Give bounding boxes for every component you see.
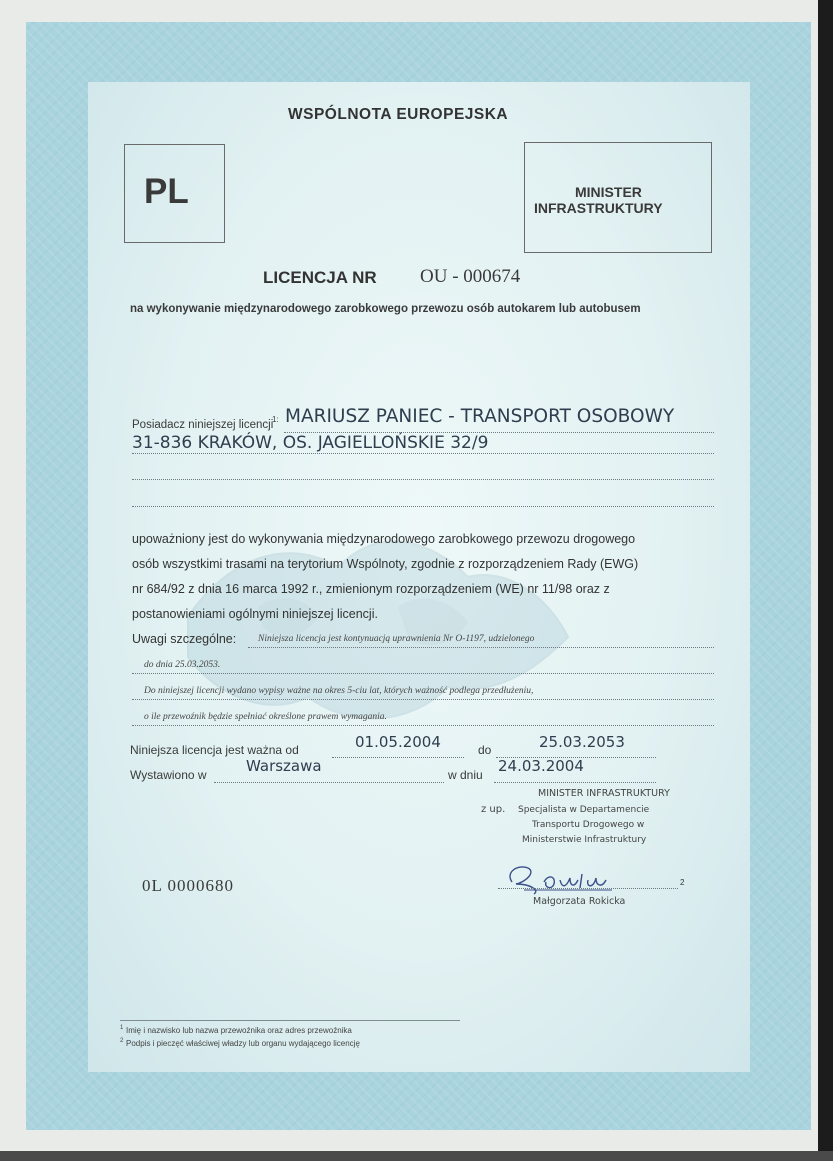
validity-from-date: 01.05.2004 [355, 733, 441, 751]
remarks-line4-field [132, 725, 714, 726]
issued-date: 24.03.2004 [498, 757, 584, 775]
footnote-mark: 1 [120, 1025, 124, 1031]
footnote-text: Imię i nazwisko lub nazwa przewoźnika oraz adres przewoźnika [126, 1026, 352, 1035]
signatory-name: Małgorzata Rokicka [533, 896, 626, 907]
issued-place-label: Wystawiono w [130, 768, 207, 782]
remarks-text-line1: Niniejsza licencja jest kontynuacją uprawnienia Nr O-1197, udzielonego [258, 634, 535, 644]
signature-footnote-ref: 2 [680, 878, 685, 887]
issued-date-field [494, 782, 656, 783]
background-edge-right [818, 0, 833, 1161]
remarks-label: Uwagi szczególne: [132, 632, 237, 646]
remarks-text-line2: do dnia 25.03.2053. [144, 660, 221, 670]
footnote-mark: 2 [120, 1038, 124, 1044]
license-title: LICENCJA NR [263, 268, 377, 287]
holder-line3-field [132, 479, 714, 480]
footnote-text: Podpis i pieczęć właściwej władzy lub organu wydającego licencję [126, 1039, 360, 1048]
remarks-line1-field [248, 647, 714, 648]
background-edge-bottom [0, 1151, 833, 1161]
signature-field [498, 888, 678, 889]
issued-place: Warszawa [246, 757, 322, 775]
community-heading: WSPÓLNOTA EUROPEJSKA [288, 106, 509, 123]
stamp-prefix: z up. [481, 804, 506, 815]
validity-from-label: Niniejsza licencja jest ważna od [130, 743, 299, 757]
license-document [26, 22, 811, 1130]
stamp-line2: Specjalista w Departamencie [518, 805, 650, 815]
authority-line1: MINISTER [575, 184, 642, 200]
holder-name: MARIUSZ PANIEC - TRANSPORT OSOBOWY [285, 406, 675, 427]
issued-place-field [214, 782, 444, 783]
stamp-line3: Transportu Drogowego w [532, 820, 645, 830]
stamp-line1: MINISTER INFRASTRUKTURY [538, 788, 670, 799]
document-inner-field [88, 82, 750, 1072]
holder-line4-field [132, 506, 714, 507]
holder-line2-field [132, 453, 714, 454]
holder-footnote-ref: 1: [272, 415, 279, 424]
remarks-line3-field [132, 699, 714, 700]
holder-address: 31-836 KRAKÓW, OS. JAGIELLOŃSKIE 32/9 [132, 433, 489, 453]
remarks-text-line3: Do niniejszej licencji wydano wypisy ważne na okres 5-ciu lat, których ważność podlega przedłużeniu, [144, 686, 534, 696]
remarks-text-line4: o ile przewoźnik będzie spełniać określone prawem wymagania. [144, 712, 387, 722]
authorization-line: osób wszystkimi trasami na terytorium Wspólnoty, zgodnie z rozporządzeniem Rady (EWG) [132, 557, 639, 571]
validity-from-field [332, 757, 464, 758]
validity-to-label: do [478, 743, 492, 757]
authorization-line: upoważniony jest do wykonywania międzynarodowego zarobkowego przewozu drogowego [132, 532, 636, 546]
holder-label: Posiadacz niniejszej licencji [132, 419, 274, 431]
validity-to-date: 25.03.2053 [539, 733, 625, 751]
stamp-line4: Ministerstwie Infrastruktury [522, 835, 647, 845]
authorization-line: nr 684/92 z dnia 16 marca 1992 r., zmienionym rozporządzeniem (WE) nr 11/98 oraz z [132, 582, 610, 596]
signature-graphic [500, 860, 660, 900]
authorization-line: postanowieniami ogólnymi niniejszej licencji. [132, 607, 378, 621]
country-code: PL [144, 172, 189, 211]
license-purpose: na wykonywanie międzynarodowego zarobkowego przewozu osób autokarem lub autobusem [130, 303, 641, 315]
footnote-divider [120, 1020, 460, 1021]
serial-number: 0L 0000680 [142, 876, 235, 895]
authority-line2: INFRASTRUKTURY [534, 200, 663, 216]
issued-date-label: w dniu [448, 768, 483, 782]
remarks-line2-field [132, 673, 714, 674]
license-number: OU - 000674 [420, 266, 521, 287]
